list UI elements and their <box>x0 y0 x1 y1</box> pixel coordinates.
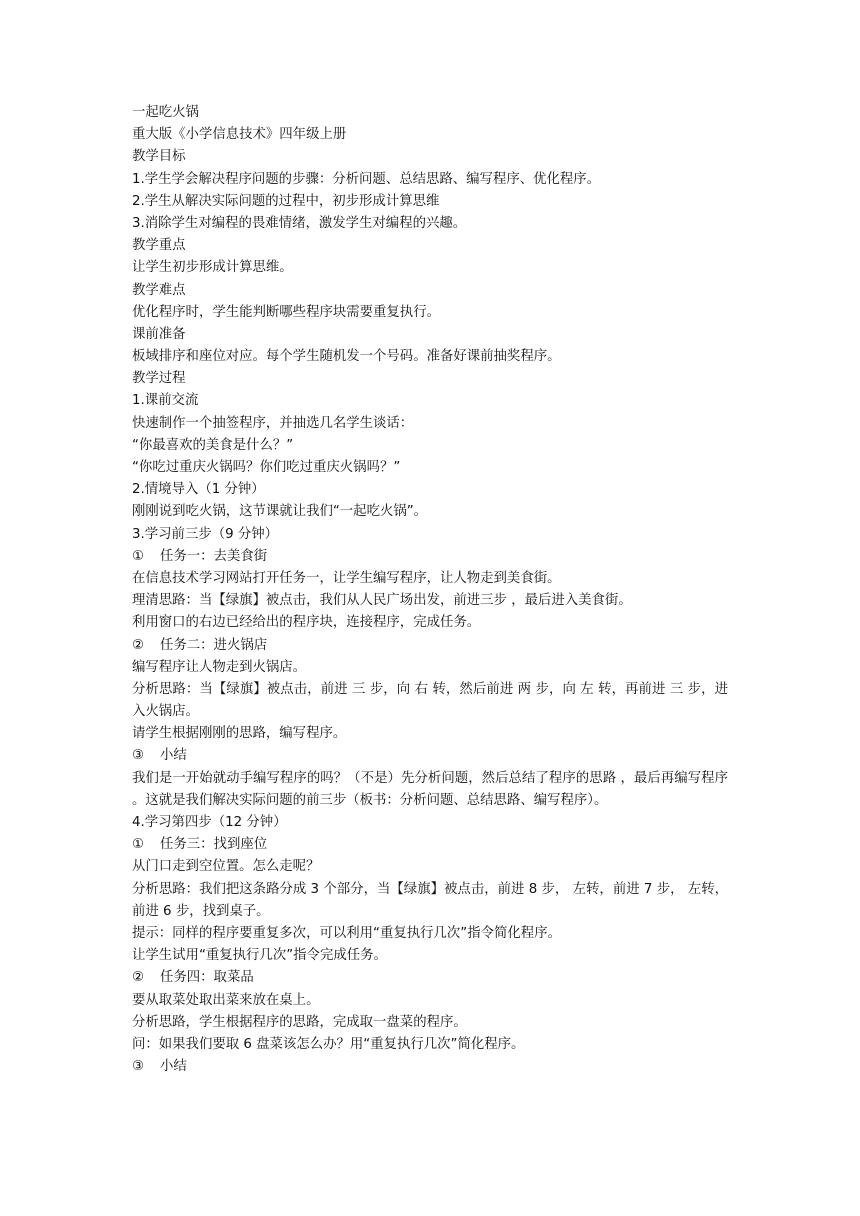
task-title: 任务三：找到座位 <box>160 837 268 853</box>
prep-text: 板域排序和座位对应。每个学生随机发一个号码。准备好课前抽奖程序。 <box>132 349 561 365</box>
paragraph: 从门口走到空位置。怎么走呢？ <box>132 859 320 875</box>
task-title: 任务二：进火锅店 <box>160 637 268 653</box>
quote: “你吃过重庆火锅吗？你们吃过重庆火锅吗？” <box>132 460 401 475</box>
paragraph: 分析思路：我们把这条路分成 3 个部分，当【绿旗】被点击，前进 8 步， 左转，前进 7 步， 左转，前进 6 步，找到桌子。 <box>132 881 728 919</box>
task-title: 任务四：取菜品 <box>160 970 254 986</box>
list-number: ③ <box>132 1059 145 1075</box>
paragraph: 提示：同样的程序要重复多次，可以利用“重复执行几次”指令简化程序。 <box>132 926 561 942</box>
key-text: 让学生初步形成计算思维。 <box>132 260 293 276</box>
list-number: ② <box>132 637 145 653</box>
list-number: ① <box>132 548 145 564</box>
section-heading: 1.课前交流 <box>132 393 199 409</box>
task-title: 任务一：去美食街 <box>160 548 268 564</box>
lesson-title: 一起吃火锅 <box>132 105 199 120</box>
prep-heading: 课前准备 <box>132 326 186 342</box>
key-heading: 教学重点 <box>132 238 186 254</box>
goals-heading: 教学目标 <box>132 149 186 165</box>
paragraph: 在信息技术学习网站打开任务一，让学生编写程序，让人物走到美食街。 <box>132 570 561 586</box>
textbook-line: 重大版《小学信息技术》四年级上册 <box>132 127 347 143</box>
paragraph: 问：如果我们要取 6 盘菜该怎么办？用“重复执行几次”简化程序。 <box>132 1036 525 1052</box>
task-heading <box>132 635 728 657</box>
summary-title: 小结 <box>160 1059 187 1075</box>
task-heading <box>132 546 728 568</box>
section-heading: 3.学习前三步（9 分钟） <box>132 526 279 542</box>
section-heading: 4.学习第四步（12 分钟） <box>132 815 287 831</box>
quote: “你最喜欢的美食是什么？” <box>132 437 294 453</box>
paragraph: 刚刚说到吃火锅，这节课就让我们“一起吃火锅”。 <box>132 504 428 520</box>
paragraph: 快速制作一个抽签程序，并抽选几名学生谈话： <box>132 415 414 431</box>
goal-item: 1.学生学会解决程序问题的步骤：分析问题、总结思路、编写程序、优化程序。 <box>132 171 601 187</box>
paragraph: 我们是一开始就动手编写程序的吗？（不是）先分析问题，然后总结了程序的思路 ，最后再编写程序 。这就是我们解决实际问题的前三步（板书：分析问题、总结思路、编写程序）。 <box>132 770 728 808</box>
task-heading <box>132 834 728 856</box>
summary-heading <box>132 745 728 767</box>
paragraph: 请学生根据刚刚的思路，编写程序。 <box>132 726 347 742</box>
paragraph: 编写程序让人物走到火锅店。 <box>132 659 307 675</box>
paragraph: 分析思路：当【绿旗】被点击，前进 三 步，向 右 转，然后前进 两 步，向 左 转，再前进 三 步，进入火锅店。 <box>132 681 728 720</box>
list-number: ③ <box>132 748 145 764</box>
list-number: ① <box>132 837 145 853</box>
paragraph: 分析思路，学生根据程序的思路，完成取一盘菜的程序。 <box>132 1014 467 1030</box>
task-heading <box>132 967 728 989</box>
difficulty-text: 优化程序时，学生能判断哪些程序块需要重复执行。 <box>132 304 440 320</box>
paragraph: 理清思路：当【绿旗】被点击，我们从人民广场出发，前进三步 ，最后进入美食街。 <box>132 593 632 609</box>
summary-heading <box>132 1056 728 1078</box>
list-number: ② <box>132 970 145 986</box>
paragraph: 让学生试用“重复执行几次”指令完成任务。 <box>132 948 387 964</box>
goal-item: 3.消除学生对编程的畏难情绪，激发学生对编程的兴趣。 <box>132 215 467 231</box>
summary-title: 小结 <box>160 748 187 764</box>
section-heading: 2.情境导入（1 分钟） <box>132 482 265 498</box>
paragraph: 要从取菜处取出菜来放在桌上。 <box>132 992 320 1008</box>
goal-item: 2.学生从解决实际问题的过程中，初步形成计算思维 <box>132 193 440 209</box>
process-heading: 教学过程 <box>132 371 186 387</box>
paragraph: 利用窗口的右边已经给出的程序块，连接程序，完成任务。 <box>132 615 481 631</box>
difficulty-heading: 教学难点 <box>132 282 186 298</box>
